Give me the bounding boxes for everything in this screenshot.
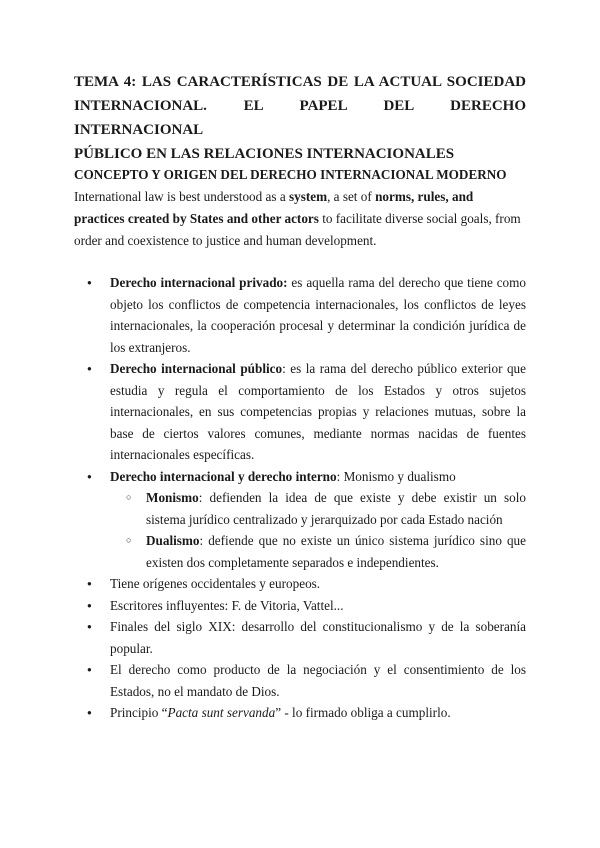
term-privado: Derecho internacional privado: — [110, 275, 288, 290]
list-item-origenes: ● Tiene orígenes occidentales y europeos. — [74, 573, 526, 595]
list-item-interno — [74, 466, 526, 574]
term-publico: Derecho internacional público — [110, 361, 283, 376]
section-heading: CONCEPTO Y ORIGEN DEL DERECHO INTERNACIONAL MODERNO — [74, 167, 507, 182]
bullet-list — [74, 272, 526, 724]
intro-bold-system: system — [288, 189, 328, 204]
def-privado: es aquella rama del derecho que tiene como objeto los conflictos de competencia internacionales, los conflictos de leyes internacionales, la cooperación procesal y determinar la condición jurídica de los extranjeros. — [110, 275, 526, 355]
title-line-3: PÚBLICO EN LAS RELACIONES INTERNACIONALES — [74, 146, 455, 162]
intro-text-1: International law is best understood as a — [74, 189, 289, 204]
document-title — [74, 70, 526, 166]
term-dualismo: Dualismo — [146, 533, 200, 548]
list-item-privado — [74, 272, 526, 358]
sub-list — [110, 487, 526, 573]
title-line-1: TEMA 4: LAS CARACTERÍSTICAS DE LA ACTUAL SOCIEDAD — [74, 74, 526, 90]
list-item-publico — [74, 358, 526, 466]
def-dualismo: : defiende que no existe un único sistema jurídico sino que existen dos completamente separados e independientes. — [146, 533, 526, 570]
principio-suffix: ” - lo firmado obliga a cumplirlo. — [275, 705, 451, 720]
title-line-2: INTERNACIONAL. EL PAPEL DEL DERECHO INTERNACIONAL — [74, 98, 526, 138]
sub-item-dualismo — [110, 530, 526, 573]
intro-text-3: to facilitate diverse social goals, from order and coexistence to justice and human development. — [74, 211, 521, 248]
term-monismo: Monismo — [146, 490, 199, 505]
intro-text-2: , a set of — [327, 189, 376, 204]
def-publico: : es la rama del derecho público exterior que estudia y regula el comportamiento de los Estados y otros sujetos internacionales, en sus competencias propias y relaciones mutuas, sobre la base de ciertos valores comunes, mediante normas nacidas de fuentes internacionales específicas. — [110, 361, 526, 462]
term-interno: Derecho internacional y derecho interno — [110, 468, 337, 484]
def-interno: : Monismo y dualismo — [336, 468, 456, 484]
principio-latin: Pacta sunt servanda — [167, 705, 276, 720]
sub-item-monismo — [110, 487, 526, 530]
intro-bold-norms: norms, rules, and practices created by States and other actors — [74, 189, 474, 226]
list-item-escritores: ● Escritores influyentes: F. de Vitoria, Vattel... — [74, 595, 526, 617]
def-monismo: : defienden la idea de que existe y debe existir un solo sistema jurídico centralizado y jerarquizado por cada Estado nación — [146, 490, 526, 527]
list-item-finales: ● Finales del siglo XIX: desarrollo del constitucionalismo y de la soberanía popular. — [74, 616, 526, 659]
intro-paragraph — [74, 186, 526, 252]
list-item-principio — [74, 702, 526, 724]
principio-prefix: Principio “ — [110, 705, 168, 720]
list-item-producto: ● El derecho como producto de la negociación y el consentimiento de los Estados, no el mandato de Dios. — [74, 659, 526, 702]
